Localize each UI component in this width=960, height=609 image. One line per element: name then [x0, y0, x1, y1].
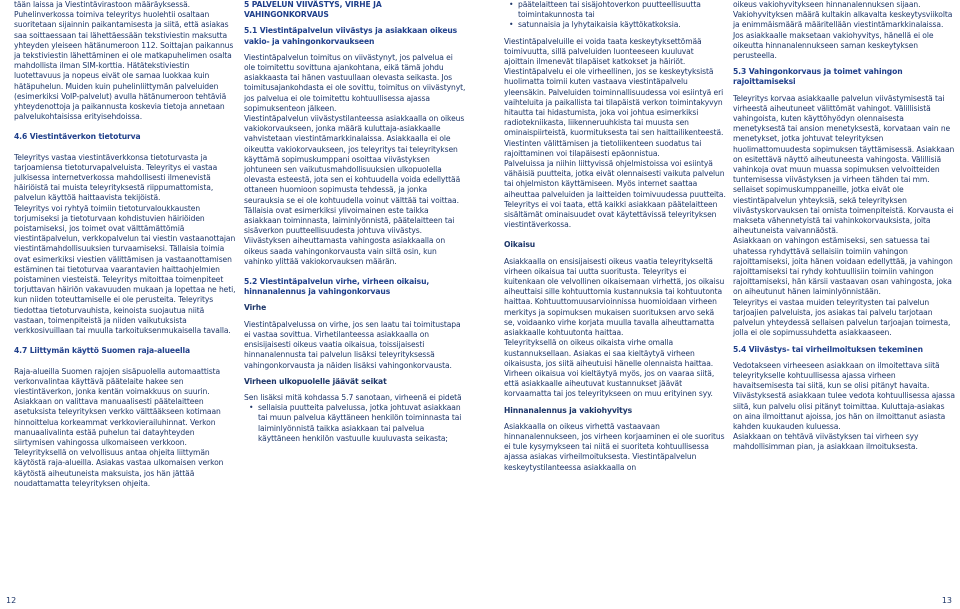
section-heading-5-4: 5.4 Viivästys- tai virheilmoituksen tekeminen [733, 344, 923, 354]
page-number-left: 12 [6, 596, 17, 605]
section-heading-5-3: 5.3 Vahingonkorvaus ja toimet vahingon rajoittamiseksi [733, 67, 903, 87]
list-item: • sellaisia puutteita palvelussa, jotka johtuvat asiakkaan tai muun palvelua käyttäneen henkilön toiminnasta tai laiminlyönnistä taikka asiakkaan tai palvelua käyttäneen henkilön vastuulle kuuluvasta seikasta; [244, 403, 466, 444]
paragraph: Teleyritys ei vastaa muiden teleyritysten tai palvelun tarjoajien palveluista, jos asiakas tai palvelu tarjotaan palvelun yhteydessä sellaisen palvelun tarjoajan toimesta, jolla ei ole sopimussuhdetta asiakkaaseen. [733, 297, 951, 338]
subheading-hinnanalennus: Hinnanalennus ja vakiohyvitys [504, 405, 632, 415]
bullet-list [244, 403, 466, 444]
paragraph: Viestintäpalvelun toimitus on viivästynyt, jos palvelua ei ole toimitettu sovittuna ajankohtana, eikä tämä johdu asiakkaasta tai hänen vastuullaan olevasta seikasta. Jos toimitusajankohdasta ei ole sovittu, toimitus on viivästynyt, jos palvelua ei ole toimitettu kohtuullisessa ajassa sopimuksenteon jälkeen. [244, 52, 466, 113]
section-heading-5-1: 5.1 Viestintäpalvelun viivästys ja asiakkaan oikeus vakio- ja vahingonkorvaukseen [244, 26, 458, 46]
section-heading-5-2: 5.2 Viestintäpalvelun virhe, virheen oikaisu, hinnanalennus ja vahingonkorvaus [244, 277, 430, 297]
paragraph: Viestintäpalveluille ei voida taata keskeytyksettömää toimivuutta, sillä palveluiden luonteeseen kuuluvat ajoittain ilmenevät tilapäiset katkokset ja häiriöt. Viestintäpalvelu ei ole virheellinen, jos se keskeytyksistä huolimatta toimii kuten vastaava viestintäpalvelu yleensäkin. Palveluiden toiminnallisuudessa voi esiintyä eri vaihteluita ja paikallista tai tilapäistä verkon toimintakyvyn hitautta tai hidastumista, joka voi johtua esimerkiksi radiotekniikasta, liikenneruuhkista tai muusta sen ominaispiirteistä, kuormituksesta tai sen haittailikenteestä. Viestinten välittämisen ja tietoliikenteen suodatus tai rajoittaminen voi tilapäisesti epäonnistua. [504, 36, 724, 158]
paragraph: Asiakkaalla on ensisijaisesti oikeus vaatia teleyritykseltä virheen oikaisua tai uutta suoritusta. Teleyritys ei kuitenkaan ole velvollinen oikaisemaan virhettä, jos oikaisu aiheuttaisi sille kohtuuttomia kustannuksia tai kohtuutonta haittaa. Kohtuuttomuusarvioinnissa huomioidaan virheen merkitys ja sopimuksen mukaisen suorituksen arvo sekä se, voidaanko virhe korjata muulla tavalla aiheuttamatta asiakkaalle kohtuutonta haittaa. [504, 256, 725, 338]
text-column-1 [14, 0, 236, 489]
paragraph: Teleyritys voi ryhtyä toimiin tietoturvaloukkausten torjumiseksi ja tietoturvaan kohdistuvien häiriöiden poistamiseksi, jos toimet ovat välttämättömiä viestintäpalvelun, verkkopalvelun tai viestin vastaanottajan viestintämahdollisuuksien turvaamiseksi. Tällaisia toimia ovat esimerkiksi viestien välittämisen ja vastaanottamisen estäminen tai tietoturvaa vaarantavien haittaohjelmien poistaminen viesteistä. Teleyritys mitoittaa toimenpiteet torjuttavan häiriön vakavuuden mukaan ja lopettaa ne heti, kun niiden toteuttamiselle ei ole perusteita. Teleyritys tiedottaa tietoturvauhista, keinoista suojautua niitä vastaan, toimenpiteistä ja niiden vaikutuksista verkkosivuillaan tai muulla tarkoituksenmukaisella tavalla. [14, 203, 236, 336]
chapter-heading-5: 5 PALVELUN VIIVÄSTYS, VIRHE JA VAHINGONKORVAUS [244, 0, 382, 20]
list-item: • päätelaitteen tai sisäjohtoverkon puutteellisuutta toimintakunnosta tai [504, 0, 726, 20]
paragraph: tään laissa ja Viestintävirastoon määräyksessä. Puhelinverkossa toimiva teleyritys huolehtii osaltaan suoritetaan sijainnin paikantamisesta ja siitä, että asiakas saa soittaessaan tai lähettäessään tekstiviestin maksutta yhteyden yleiseen hätänumeroon 112. Soittajan paikannus ja tekstiviestin lähettäminen ei ole matkapuhelimen osalta mahdollista ilman SIM-korttia. Hätätekstiviestin luotettavuus ja nopeus eivät ole samaa luokkaa kuin hätäpuhelun. Muiden kuin puhelinliittymän palveluiden (esimerkiksi VoIP-palvelut) avulla hätänumeroon tehtäviä yhteydenottoja ja paikannusta koskevia tietoja annetaan palvelukohtaisissa erityisehdoissa. [14, 0, 234, 122]
page-number-right: 13 [941, 596, 952, 605]
paragraph: Asiakkaan on tehtävä viivästyksen tai virheen syy mahdollisimman pian, ja asiakkaan ilmoituksesta. [733, 432, 919, 452]
list-item: • satunnaisia ja lyhytaikaisia käyttökatkoksia. [504, 20, 726, 30]
paragraph: oikeus vakiohyvitykseen hinnanalennuksen sijaan. Vakiohyvityksen määrä kultakin alkavalta keskeytysviikolta ja enimmäismäärä määritellään viestintämarkkinalaissa. Jos asiakkaalle maksetaan vakiohyvitys, hänellä ei ole oikeutta hinnanalennukseen saman keskeytyksen perusteella. [733, 0, 953, 61]
paragraph: Raja-alueilla Suomen rajojen sisäpuolella automaattista verkonvalintaa käyttävä päätelaite hakee sen viestintäverkon, jonka kentän voimakkuus on suurin. Asiakkaan on valittava manuaalisesti päätelaitteen asetuksista teleyrityksen verkko välttääkseen kotimaan hinnoittelua korkeammat verkkovierailuhinnat. Verkon manuaalivalinta estää puhelun tai datayhteyden siirtymisen vahingossa ulkomaiseen verkkoon. Teleyrityksellä on velvollisuus antaa ohjeita liittymän käytöstä raja-alueilla. Asiakas vastaa ulkomaisen verkon käytöstä aiheutuneista maksuista, jos hän jättää noudattamatta teleyrityksen ohjeita. [14, 366, 224, 488]
paragraph: Vedotakseen virheeseen asiakkaan on ilmoitettava siitä teleyritykselle kohtuullisessa ajassa virheen havaitsemisesta tai siitä, kun se olisi pitänyt havaita. Viivästyksestä asiakkaan tulee vedota kohtuullisessa ajassa siitä, kun palvelu olisi pitänyt toimittaa. Kuluttaja-asiakas on aina ilmoittanut ajoissa, jos hän on ilmoittanut asiasta kahden kuukauden kuluessa. [733, 360, 955, 431]
subheading-oikaisu: Oikaisu [504, 240, 536, 250]
paragraph: Viivästyksen aiheuttamasta vahingosta asiakkaalla on oikeus saada vahingonkorvausta vain siltä osin, kun vahinko ylittää vakiokorvauksen määrän. [244, 236, 446, 266]
paragraph: Asiakkaalla on oikeus virhettä vastaavaan hinnanalennukseen, jos virheen korjaaminen ei ole suoritus ei tule kysymykseen tai niitä ei suoriteta kohtuullisessa ajassa asiakas virheilmoituksesta. Viestintäpalvelun keskeytystilanteessa asiakkaalla on [504, 421, 725, 472]
text-column-4 [733, 0, 955, 453]
paragraph: Palveluissa ja niihin liittyvissä ohjelmistoissa voi esiintyä vähäisiä puutteita, jotka eivät olennaisesti vaikuta palvelun tai ohjelmiston käyttämiseen. Myös internet saattaa aiheuttaa palveluiden ja laitteiden toimivuudessa puutteita. Teleyritys ei voi taata, että kaikki asiakkaan päätelaitteen sisältämät ominaisuudet ovat käytettävissä teleyrityksen viestintäverkossa. [504, 159, 726, 230]
text-column-2 [244, 0, 466, 444]
section-heading-4-6: 4.6 Viestintäverkon tietoturva [14, 132, 141, 142]
paragraph: Viestintäpalvelun viivästystilanteessa asiakkaalla on oikeus vakiokorvaukseen, jonka määrä kuluttaja-asiakkaalle vahvistetaan viestintämarkkinalaissa. Asiakkaalla ei ole oikeutta vakiokorvaukseen, jos teleyritys tai teleyrityksen käyttämä sopimuskumppani osoittaa viivästyksen johtuneen sen vaikutusmahdollisuuksien ulkopuolella olevasta esteestä, jota sen ei kohtuudella voida edellyttää ottaneen huomioon sopimusta tehdessä, ja jonka seurauksia se ei ole kohtuudella voinut välttää tai voittaa. Tällaisia ovat esimerkiksi ylivoimainen este taikka asiakkaan toiminnasta, laiminlyönnistä, päätelaitteen tai sisäverkon puutteellisuudesta johtuva viivästys. [244, 114, 465, 236]
bullet-list [504, 0, 726, 31]
paragraph: Asiakkaan on vahingon estämiseksi, sen satuessa tai uhatessa ryhdyttävä sellaisiin toimiin vahingon rajoittamiseksi, joita hänen voidaan edellyttää, ja vahingon rajoittamiseksi tai ryhdy kohtuullisiin toimiin vahingon rajoittamiseksi, hän kärsii vastaavan osan vahingosta, joka on aiheutunut hänen laiminlyönnistään. [733, 236, 953, 297]
paragraph: Sen lisäksi mitä kohdassa 5.7 sanotaan, virheenä ei pidetä [244, 392, 462, 402]
section-heading-4-7: 4.7 Liittymän käyttö Suomen raja-alueella [14, 346, 191, 356]
paragraph: Teleyritys korvaa asiakkaalle palvelun viivästymisestä tai virheestä aiheutuneet välittömät vahingot. Välillisistä vahingoista, kuten käyttöhyödyn olennaisesta menetyksestä tai ansion menetyksestä, korvataan vain ne menetykset, jotka johtuvat teleyrityksen huolimattomuudesta sopimuksen täyttämisessä. Asiakkaan on esitettävä näyttö aiheutuneesta vahingosta. Välillisiä vahinkoja ovat muun muassa sopimuksen velvoitteiden tuntemisessa viivästyksen ja virheen tähden tai mm. sellaiset sopimuskumppaneille, jotka eivät ole viestintäpalvelun yhteyksiä, sekä teleyrityksen viivästyskorvauksen tai omista toimenpiteistä. Korvausta ei makseta vähennetyistä tai vahinkokorvauksista, joita aiheutuneista vaivannäöstä. [733, 93, 955, 236]
subheading-virheen-ulkopuolelle: Virheen ulkopuolelle jäävät seikat [244, 376, 387, 386]
subheading-virhe: Virhe [244, 303, 267, 313]
paragraph: Teleyritys vastaa viestintäverkkonsa tietoturvasta ja tarjoamiensa tietoturvapalveluista. Teleyritys ei vastaa julkisessa internetverkossa mahdollisesti ilmenevistä häiriöistä tai muista teleyrityksestä riippumattomista, palvelun käyttöä haittaavista tekijöistä. [14, 152, 218, 203]
text-column-3 [504, 0, 726, 473]
paragraph: Viestintäpalvelussa on virhe, jos sen laatu tai toimitustapa ei vastaa sovittua. Virhetilanteessa asiakkaalla on ensisijaisesti oikeus vaatia oikaisua, toissijaisesti hinnanalennusta tai palvelun lisäksi teleyrityksessä vahingonkorvausta ja näiden lisäksi vahingonkorvausta. [244, 319, 461, 370]
paragraph: Teleyrityksellä on oikeus oikaista virhe omalla kustannuksellaan. Asiakas ei saa kieltäytyä virheen oikaisusta, jos siitä aiheutuisi hänelle olennaista haittaa. Virheen oikaisua voi kieltäytyä myös, jos on vaaraa siitä, että asiakkaalle aiheutuvat kustannukset jäävät korvaamatta tai jos teleyritykseen on muu erityinen syy. [504, 338, 715, 399]
